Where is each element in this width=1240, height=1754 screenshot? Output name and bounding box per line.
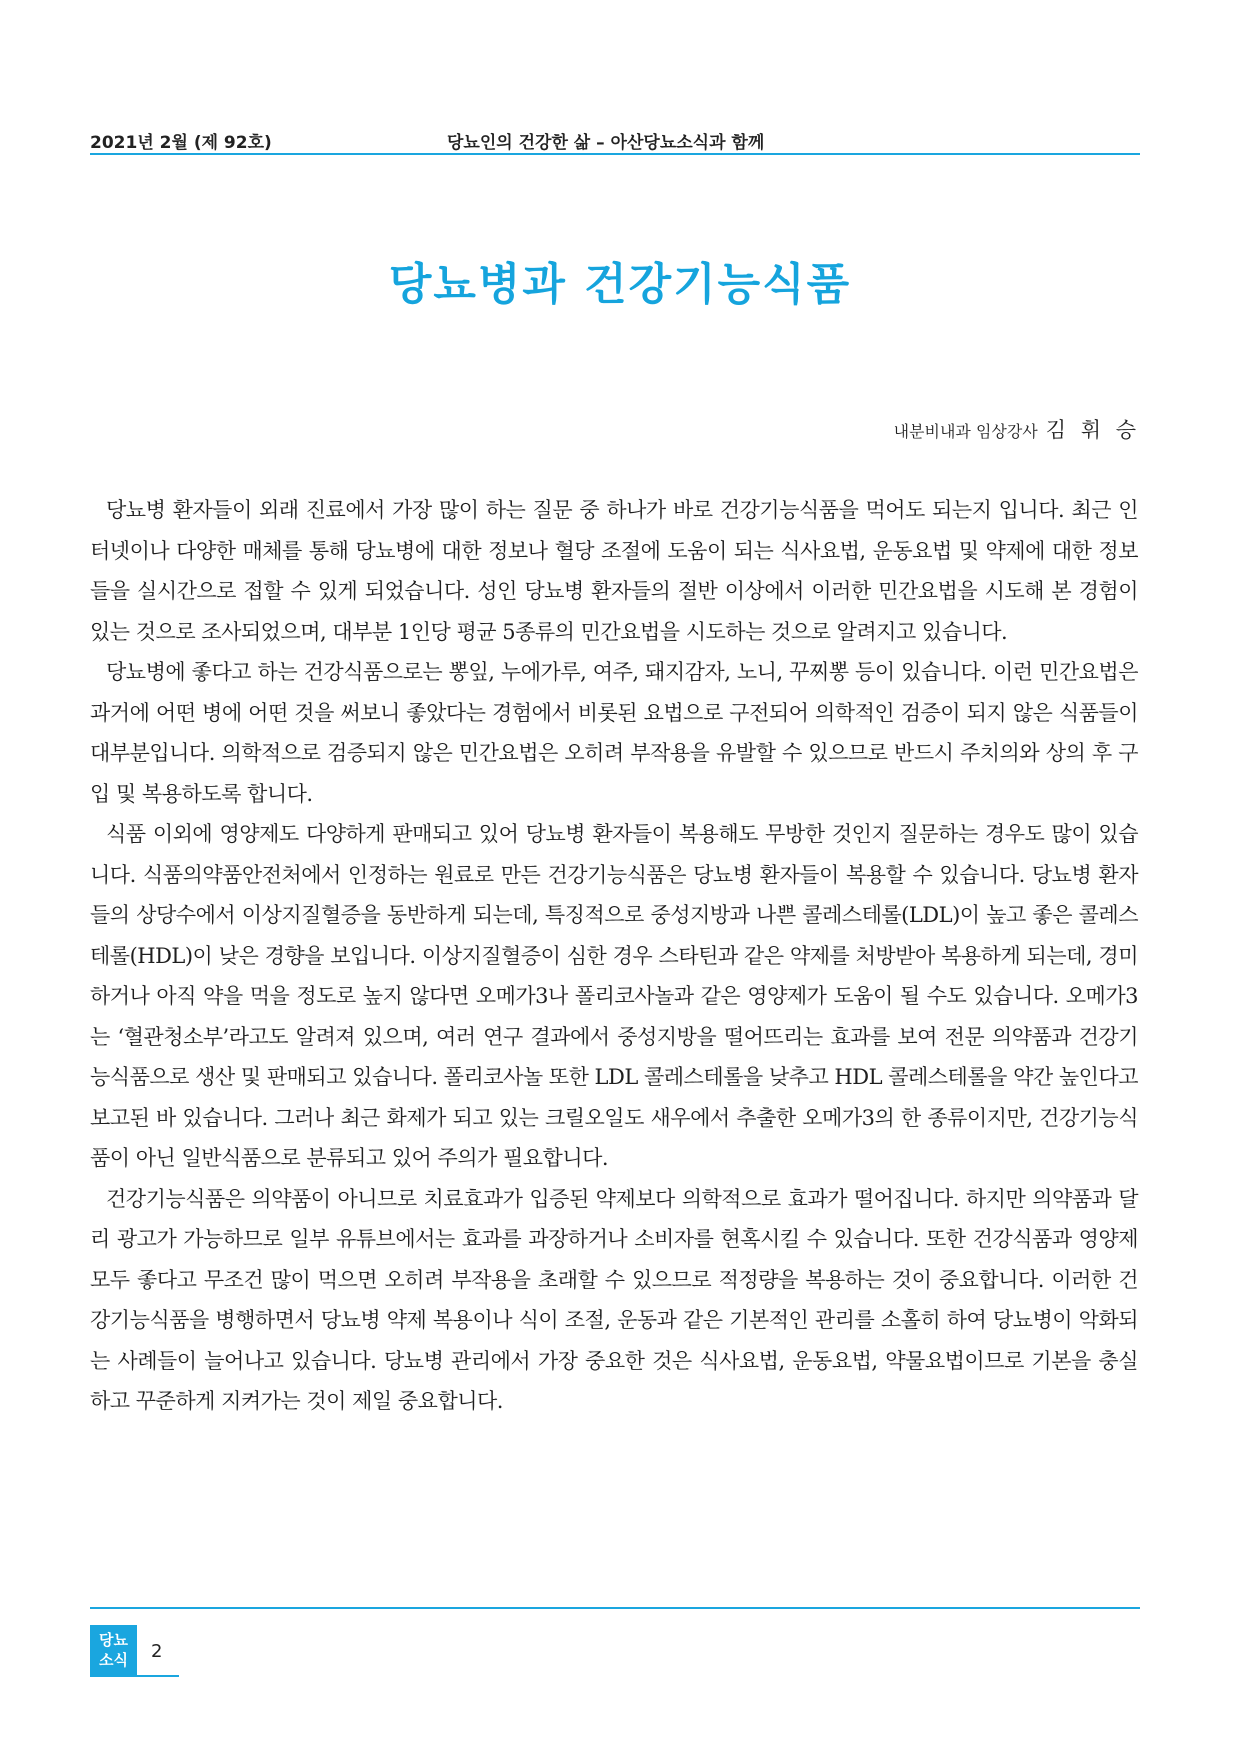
header-divider [90, 153, 1140, 155]
page-number-underline [137, 1675, 179, 1677]
newsletter-badge [90, 1625, 137, 1677]
page-number: 2 [151, 1641, 163, 1662]
paragraph-3: 식품 이외에 영양제도 다양하게 판매되고 있어 당뇨병 환자들이 복용해도 무방한 것인지 질문하는 경우도 많이 있습니다. 식품의약품안전처에서 인정하는 원료로 만든 건강기능식품은 당뇨병 환자들이 복용할 수 있습니다. 당뇨병 환자들의 상당수에서 이상지질혈증을 동반하게 되는데, 특징적으로 중성지방과 나쁜 콜레스테롤(LDL)이 높고 좋은 콜레스테롤(HDL)이 낮은 경향을 보입니다. 이상지질혈증이 심한 경우 스타틴과 같은 약제를 처방받아 복용하게 되는데, 경미하거나 아직 약을 먹을 정도로 높지 않다면 오메가3나 폴리코사놀과 같은 영양제가 도움이 될 수도 있습니다. 오메가3는 ‘혈관청소부’라고도 알려져 있으며, 여러 연구 결과에서 중성지방을 떨어뜨리는 효과를 보여 전문 의약품과 건강기능식품으로 생산 및 판매되고 있습니다. 폴리코사놀 또한 LDL 콜레스테롤을 낮추고 HDL 콜레스테롤을 약간 높인다고 보고된 바 있습니다. 그러나 최근 화제가 되고 있는 크릴오일도 새우에서 추출한 오메가3의 한 종류이지만, 건강기능식품이 아닌 일반식품으로 분류되고 있어 주의가 필요합니다. [90, 822, 1138, 1170]
article-title: 당뇨병과 건강기능식품 [388, 259, 852, 310]
paragraph-2: 당뇨병에 좋다고 하는 건강식품으로는 뽕잎, 누에가루, 여주, 돼지감자, 노니, 꾸찌뽕 등이 있습니다. 이런 민간요법은 과거에 어떤 병에 어떤 것을 써보니 좋았다는 경험에서 비롯된 요법으로 구전되어 의학적인 검증이 되지 않은 식품들이 대부분입니다. 의학적으로 검증되지 않은 민간요법은 오히려 부작용을 유발할 수 있으므로 반드시 주치의와 상의 후 구입 및 복용하도록 합니다. [90, 660, 1138, 806]
badge-line-2: 소식 [99, 1651, 128, 1669]
article-body [90, 490, 1138, 1422]
paragraph-1: 당뇨병 환자들이 외래 진료에서 가장 많이 하는 질문 중 하나가 바로 건강기능식품을 먹어도 되는지 입니다. 최근 인터넷이나 다양한 매체를 통해 당뇨병에 대한 정보나 혈당 조절에 도움이 되는 식사요법, 운동요법 및 약제에 대한 정보들을 실시간으로 접할 수 있게 되었습니다. 성인 당뇨병 환자들의 절반 이상에서 이러한 민간요법을 시도해 본 경험이 있는 것으로 조사되었으며, 대부분 1인당 평균 5종류의 민간요법을 시도하는 것으로 알려지고 있습니다. [90, 498, 1138, 644]
author-name: 김 휘 승 [1045, 418, 1140, 442]
issue-date: 2021년 2월 (제 92호) [90, 133, 272, 153]
author-role: 내분비내과 임상강사 [893, 422, 1038, 441]
paragraph-4: 건강기능식품은 의약품이 아니므로 치료효과가 입증된 약제보다 의학적으로 효과가 떨어집니다. 하지만 의약품과 달리 광고가 가능하므로 일부 유튜브에서는 효과를 과장하거나 소비자를 현혹시킬 수 있습니다. 또한 건강식품과 영양제 모두 좋다고 무조건 많이 먹으면 오히려 부작용을 초래할 수 있으므로 적정량을 복용하는 것이 중요합니다. 이러한 건강기능식품을 병행하면서 당뇨병 약제 복용이나 식이 조절, 운동과 같은 기본적인 관리를 소홀히 하여 당뇨병이 악화되는 사례들이 늘어나고 있습니다. 당뇨병 관리에서 가장 중요한 것은 식사요법, 운동요법, 약물요법이므로 기본을 충실하고 꾸준하게 지켜가는 것이 제일 중요합니다. [90, 1186, 1138, 1413]
badge-line-1: 당뇨 [99, 1631, 128, 1649]
newsletter-tagline: 당뇨인의 건강한 삶 – 아산당뇨소식과 함께 [447, 133, 765, 153]
running-header [90, 126, 1140, 156]
footer-divider [90, 1607, 1140, 1609]
author-byline [894, 414, 1140, 444]
